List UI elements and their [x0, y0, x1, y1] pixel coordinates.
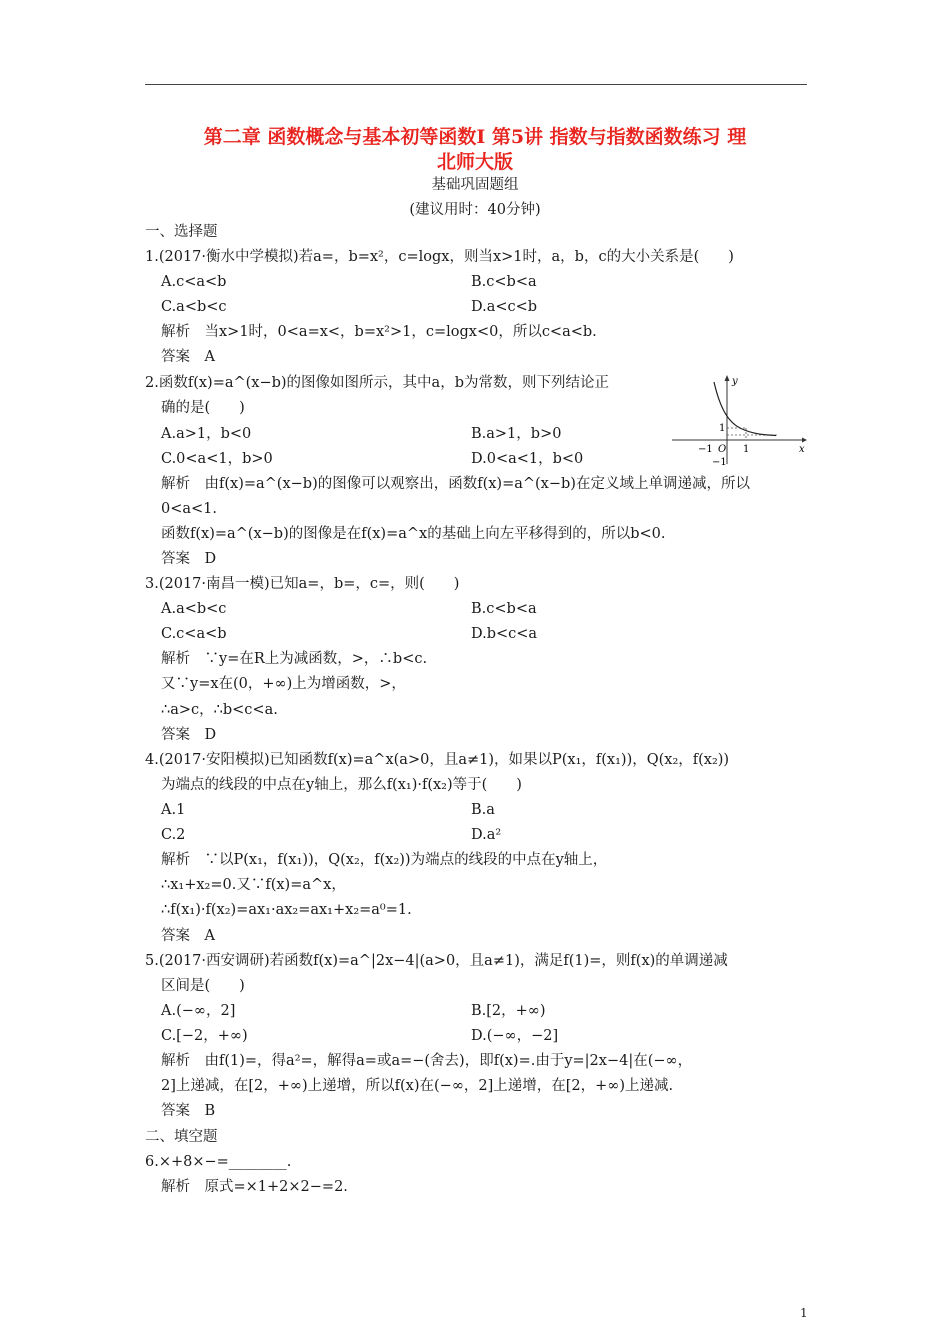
- q4-option-b: B.a: [471, 802, 495, 818]
- graph-origin: O: [718, 444, 727, 455]
- q2-option-a: A.a>1，b<0: [161, 426, 252, 442]
- q3-stem: 3.(2017·南昌一模)已知a=，b=，c=，则( ): [145, 576, 460, 592]
- q2-option-c: C.0<a<1，b>0: [161, 451, 273, 467]
- q5-option-d: D.(−∞，−2]: [471, 1028, 559, 1044]
- q1-answer: 答案 A: [161, 349, 215, 365]
- q5-option-c: C.[−2，+∞): [161, 1028, 248, 1044]
- graph-tick-y-neg1: −1: [712, 457, 727, 468]
- q5-stem-1: 5.(2017·西安调研)若函数f(x)=a^|2x−4|(a>0，且a≠1)，满足f(1)=，则f(x)的单调递减: [145, 953, 728, 969]
- q4-stem-1: 4.(2017·安阳模拟)已知函数f(x)=a^x(a>0，且a≠1)，如果以P(x₁，f(x₁))，Q(x₂，f(x₂)): [145, 752, 730, 768]
- q1-stem: 1.(2017·衡水中学模拟)若a=，b=x²，c=logx，则当x>1时，a，b，c的大小关系是( ): [145, 249, 734, 265]
- graph-tick-y-1: 1: [719, 423, 726, 434]
- q2-answer: 答案 D: [161, 551, 217, 567]
- q6-analysis: 解析 原式=×1+2×2−=2.: [161, 1179, 348, 1195]
- q4-analysis-1: 解析 ∵以P(x₁，f(x₁))，Q(x₂，f(x₂))为端点的线段的中点在y轴上，: [161, 852, 608, 868]
- q2-option-b: B.a>1，b>0: [471, 426, 562, 442]
- q4-analysis-2: ∴x₁+x₂=0.又∵f(x)=a^x，: [161, 877, 346, 893]
- q4-option-d: D.a²: [471, 827, 502, 843]
- q3-option-d: D.b<c<a: [471, 626, 538, 642]
- q3-answer: 答案 D: [161, 727, 217, 743]
- q4-stem-2: 为端点的线段的中点在y轴上，那么f(x₁)·f(x₂)等于( ): [161, 777, 522, 793]
- q2-stem-2: 确的是( ): [161, 400, 245, 416]
- q4-analysis-3: ∴f(x₁)·f(x₂)=ax₁·ax₂=ax₁+x₂=a⁰=1.: [161, 902, 412, 918]
- q1-option-a: A.c<a<b: [161, 274, 227, 290]
- section-heading-choice: 一、选择题: [145, 224, 218, 240]
- q3-analysis-1: 解析 ∵y=在R上为减函数，>，∴b<c.: [161, 651, 428, 667]
- q6-stem: 6.×+8×−=________.: [145, 1154, 292, 1170]
- q3-analysis-3: ∴a>c，∴b<c<a.: [161, 702, 278, 718]
- title-line-1: 第二章 函数概念与基本初等函数Ⅰ 第5讲 指数与指数函数练习 理: [203, 126, 747, 148]
- graph-tick-x-1: 1: [743, 444, 750, 455]
- q2-analysis-1: 解析 由f(x)=a^(x−b)的图像可以观察出，函数f(x)=a^(x−b)在定义域上单调递减，所以: [161, 476, 750, 492]
- header-rule: [145, 84, 807, 85]
- q5-option-b: B.[2，+∞): [471, 1003, 546, 1019]
- q3-option-c: C.c<a<b: [161, 626, 227, 642]
- q2-stem-1: 2.函数f(x)=a^(x−b)的图像如图所示，其中a，b为常数，则下列结论正: [145, 375, 609, 391]
- q1-analysis: 解析 当x>1时，0<a=x<，b=x²>1，c=logx<0，所以c<a<b.: [161, 324, 597, 340]
- graph-y-label: y: [732, 376, 738, 387]
- section-subtitle: 基础巩固题组: [431, 177, 519, 193]
- q4-answer: 答案 A: [161, 928, 215, 944]
- graph-x-label: x: [799, 444, 805, 455]
- q3-option-b: B.c<b<a: [471, 601, 537, 617]
- q2-analysis-3: 函数f(x)=a^(x−b)的图像是在f(x)=a^x的基础上向左平移得到的，所以b<0.: [161, 526, 666, 542]
- q4-option-a: A.1: [161, 802, 186, 818]
- q1-option-b: B.c<b<a: [471, 274, 537, 290]
- q1-option-c: C.a<b<c: [161, 299, 227, 315]
- q5-analysis-1: 解析 由f(1)=，得a²=，解得a=或a=−(舍去)，即f(x)=.由于y=|2x−4|在(−∞，: [161, 1053, 693, 1069]
- q5-analysis-2: 2]上递减，在[2，+∞)上递增，所以f(x)在(−∞，2]上递增，在[2，+∞)上递减.: [161, 1078, 674, 1094]
- q1-option-d: D.a<c<b: [471, 299, 538, 315]
- q2-analysis-2: 0<a<1.: [161, 501, 218, 517]
- document-title: [130, 125, 820, 175]
- q2-function-graph: [668, 372, 810, 468]
- q5-stem-2: 区间是( ): [161, 978, 245, 994]
- q2-option-d: D.0<a<1，b<0: [471, 451, 584, 467]
- q3-analysis-2: 又∵y=x在(0，+∞)上为增函数，>，: [161, 676, 406, 692]
- section-heading-fill: 二、填空题: [145, 1129, 218, 1145]
- q5-answer: 答案 B: [161, 1103, 216, 1119]
- title-line-2: 北师大版: [436, 151, 513, 173]
- time-note: (建议用时：40分钟): [409, 202, 541, 218]
- q5-option-a: A.(−∞，2]: [161, 1003, 236, 1019]
- q3-option-a: A.a<b<c: [161, 601, 227, 617]
- page-number: 1: [800, 1306, 808, 1320]
- graph-tick-x-neg1: −1: [698, 444, 713, 455]
- q4-option-c: C.2: [161, 827, 186, 843]
